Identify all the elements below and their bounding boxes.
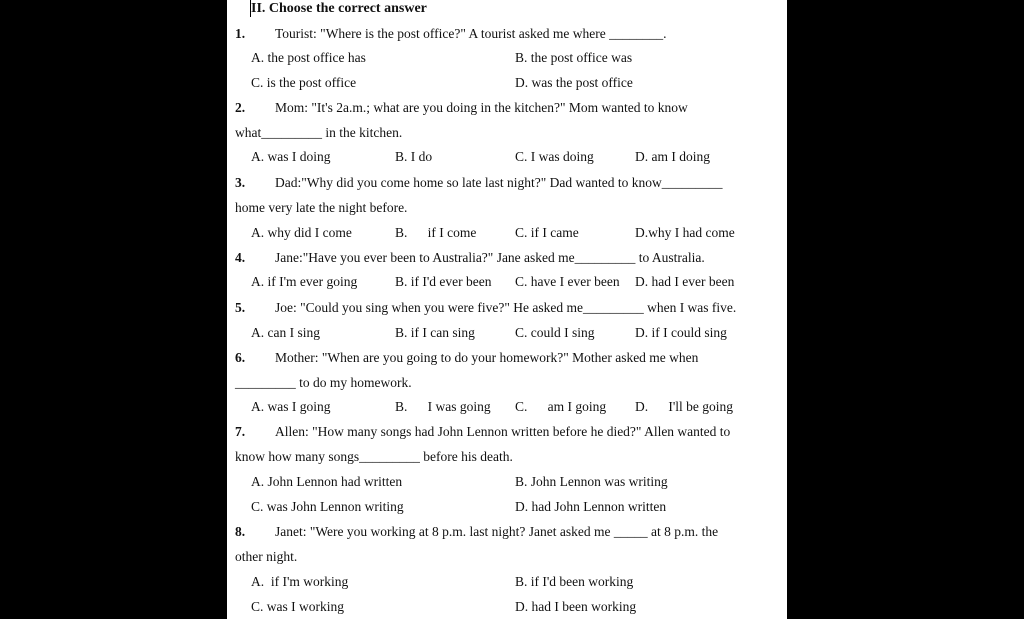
option-c: C. was I working <box>251 599 344 614</box>
option-b: B. I do <box>395 149 433 164</box>
question-text: Dad:"Why did you come home so late last night?" Dad wanted to know_________ <box>275 175 723 190</box>
question-number: 6. <box>235 350 246 365</box>
question-text: Joe: "Could you sing when you were five?" He asked me_________ when I was five. <box>275 300 737 315</box>
option-c: C. was John Lennon writing <box>251 499 404 514</box>
question-number: 4. <box>235 250 246 265</box>
question-text-continued: _________ to do my homework. <box>235 375 412 390</box>
option-d: D. if I could sing <box>635 325 727 340</box>
option-a: A. was I doing <box>251 149 331 164</box>
option-d: D. had I ever been <box>635 274 735 289</box>
option-d: D. had John Lennon written <box>515 499 667 514</box>
worksheet-page <box>227 0 787 619</box>
question-text-continued: what_________ in the kitchen. <box>235 125 403 140</box>
question-number: 2. <box>235 100 246 115</box>
option-b: B. I was going <box>395 399 491 414</box>
option-c: C. if I came <box>515 225 579 240</box>
option-a: A. if I'm working <box>251 574 349 589</box>
option-d: D. I'll be going <box>635 399 734 414</box>
question-text: Mother: "When are you going to do your homework?" Mother asked me when <box>275 350 699 365</box>
option-c: C. am I going <box>515 399 607 414</box>
question-text: Allen: "How many songs had John Lennon written before he died?" Allen wanted to <box>275 424 731 439</box>
option-a: A. was I going <box>251 399 331 414</box>
question-text-continued: home very late the night before. <box>235 200 408 215</box>
option-b: B. if I come <box>395 225 477 240</box>
section-heading: II. Choose the correct answer <box>251 1 427 16</box>
question-text: Mom: "It's 2a.m.; what are you doing in the kitchen?" Mom wanted to know <box>275 100 688 115</box>
question-number: 7. <box>235 424 246 439</box>
option-a: A. why did I come <box>251 225 352 240</box>
question-number: 8. <box>235 524 246 539</box>
option-a: A. can I sing <box>251 325 320 340</box>
option-b: B. if I'd ever been <box>395 274 492 289</box>
question-text: Jane:"Have you ever been to Australia?" Jane asked me_________ to Australia. <box>275 250 705 265</box>
question-number: 3. <box>235 175 246 190</box>
option-c: C. have I ever been <box>515 274 620 289</box>
option-a: A. John Lennon had written <box>251 474 403 489</box>
option-d: D.why I had come <box>635 225 735 240</box>
option-d: D. had I been working <box>515 599 637 614</box>
option-a: A. if I'm ever going <box>251 274 358 289</box>
option-d: D. was the post office <box>515 75 633 90</box>
option-b: B. if I can sing <box>395 325 475 340</box>
option-c: C. is the post office <box>251 75 357 90</box>
option-b: B. John Lennon was writing <box>515 474 668 489</box>
question-text: Tourist: "Where is the post office?" A tourist asked me where ________. <box>275 26 667 41</box>
option-c: C. could I sing <box>515 325 595 340</box>
question-number: 5. <box>235 300 246 315</box>
option-d: D. am I doing <box>635 149 710 164</box>
option-b: B. if I'd been working <box>515 574 634 589</box>
option-b: B. the post office was <box>515 50 633 65</box>
option-c: C. I was doing <box>515 149 594 164</box>
question-text: Janet: "Were you working at 8 p.m. last night? Janet asked me _____ at 8 p.m. the <box>275 524 719 539</box>
question-text-continued: other night. <box>235 549 298 564</box>
option-a: A. the post office has <box>251 50 366 65</box>
question-text-continued: know how many songs_________ before his death. <box>235 449 513 464</box>
question-number: 1. <box>235 26 246 41</box>
